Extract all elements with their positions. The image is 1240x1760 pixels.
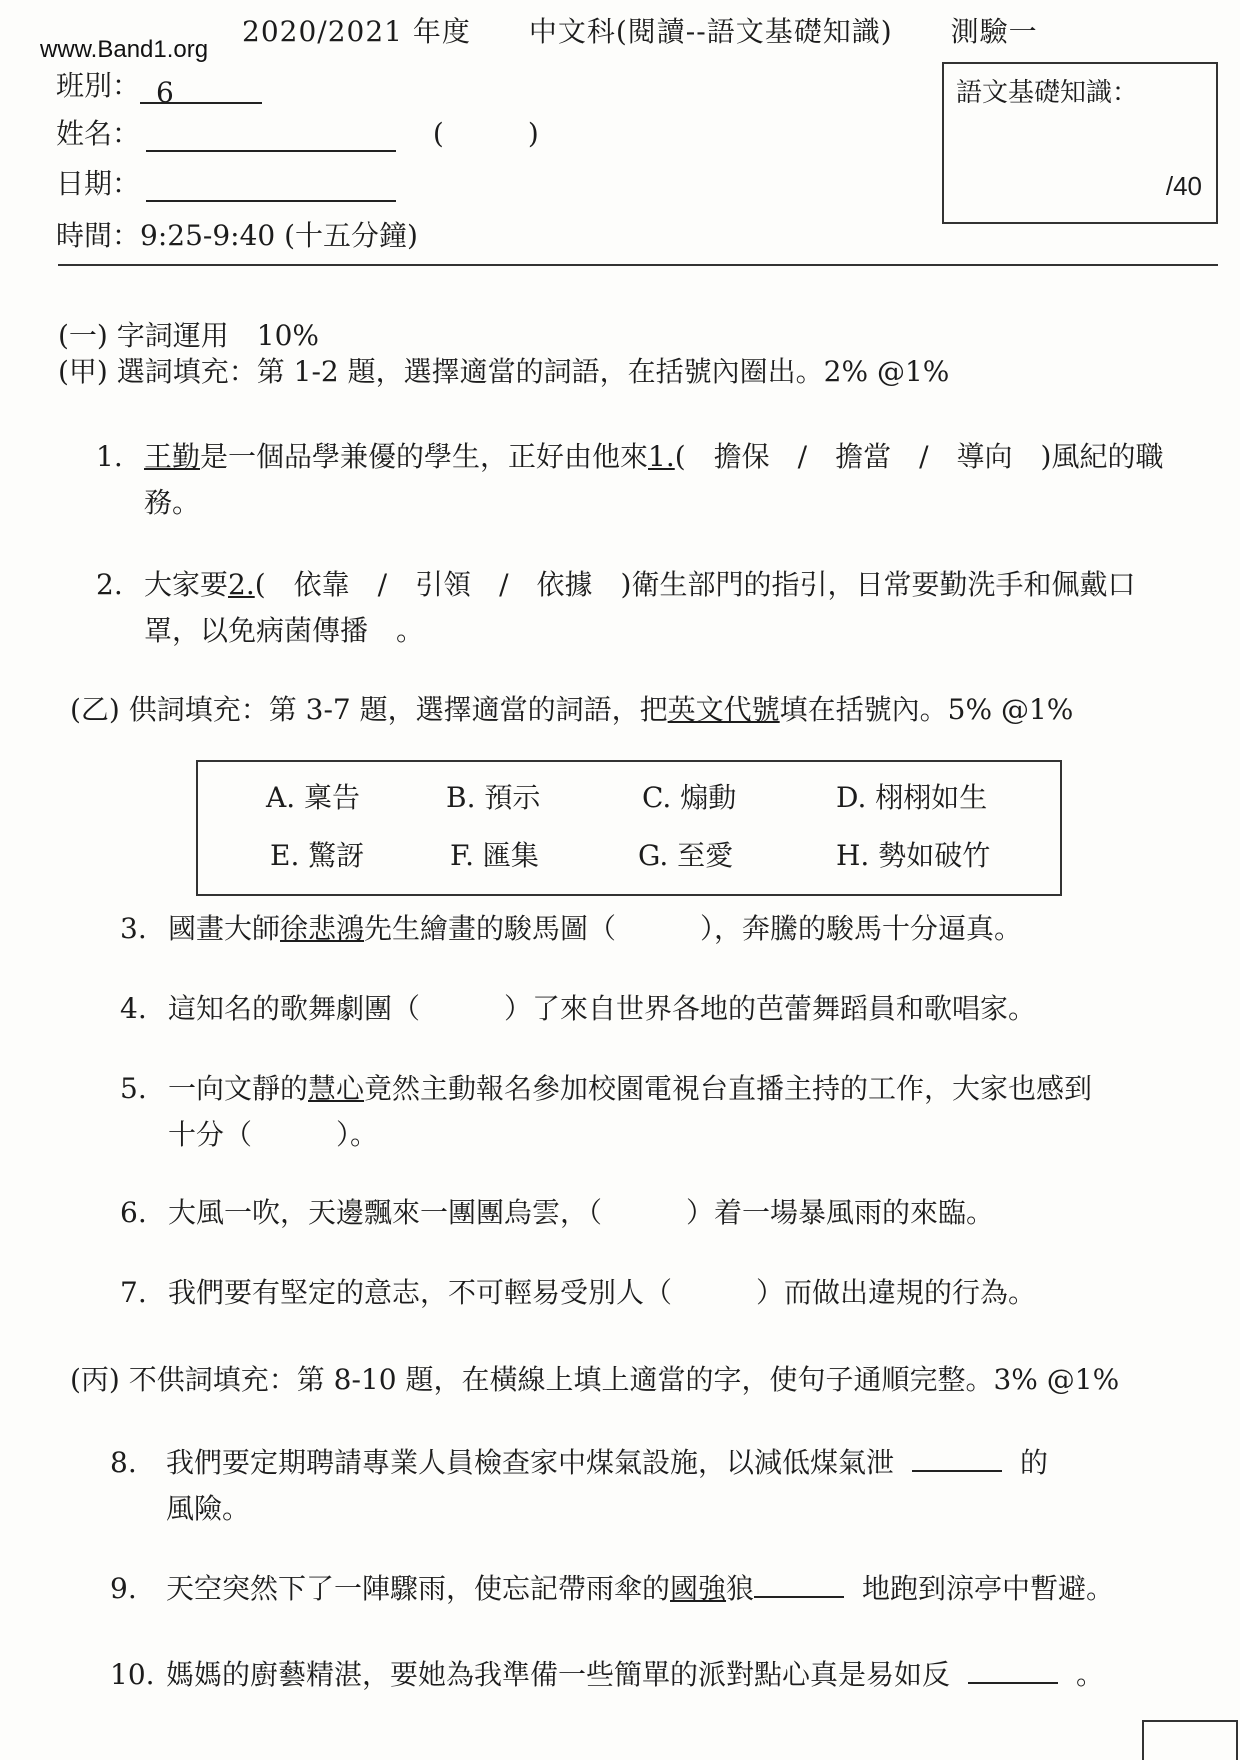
q9-name: 國強 [670,1572,727,1605]
section-title: (一) 字詞運用 10% [58,319,319,352]
q5-name: 慧心 [308,1072,365,1105]
q6-number: 6. [120,1196,147,1229]
score-label: 語文基礎知識： [956,78,1139,108]
q9-text: 天空突然下了一陣驟雨，使忘記帶雨傘的 [166,1572,671,1605]
q1-text-end: 風紀的職 [1051,440,1164,473]
option-c: C. 煽動 [642,781,737,814]
part-a-instruction: (甲) 選詞填充：第 1-2 題，選擇適當的詞語，在括號內圈出。2% @1% [58,355,950,388]
q1-line2: 務。 [144,486,201,519]
q7-number: 7. [120,1276,147,1309]
q1-number: 1. [96,440,123,473]
q8-blank[interactable] [912,1444,1002,1472]
q2-label: 2. [228,568,255,601]
option-e: E. 驚訝 [270,839,365,872]
time-label: 時間：9:25-9:40 (十五分鐘) [56,219,418,252]
q5-number: 5. [120,1072,147,1105]
q1-name: 王勤 [144,440,201,473]
question-5 [120,1066,1092,1158]
q9-text-end: 地跑到涼亭中暫避。 [862,1572,1115,1605]
name-field[interactable] [146,122,396,152]
q1-text: 是一個品學兼優的學生，正好由他來 [200,440,649,473]
q10-number: 10. [110,1658,155,1691]
class-field[interactable] [140,76,262,109]
corner-score-box [1142,1720,1238,1760]
q5-line2[interactable]: 十分（ ）。 [168,1118,379,1151]
q2-choices[interactable]: ( 依靠 / 引領 / 依據 ) [254,568,632,601]
option-d: D. 栩栩如生 [836,781,988,814]
q9-number: 9. [110,1572,137,1605]
q5-text: 一向文靜的 [168,1072,309,1105]
question-4 [120,986,1036,1032]
page-title: 2020/2021 年度 中文科(閱讀--語文基礎知識) 測驗一 [242,15,1038,48]
date-label: 日期： [56,167,141,200]
question-10 [110,1652,1104,1698]
q1-choices[interactable]: ( 擔保 / 擔當 / 導向 ) [674,440,1052,473]
name-row [56,112,539,152]
q8-text: 我們要定期聘請專業人員檢查家中煤氣設施，以減低煤氣泄 [166,1446,895,1479]
q10-blank[interactable] [968,1656,1058,1684]
q4-number: 4. [120,992,147,1025]
q8-line2: 風險。 [166,1492,251,1525]
q2-text: 大家要 [144,568,229,601]
q10-text-end: 。 [1076,1658,1105,1691]
score-total: /40 [1165,171,1202,201]
name-label: 姓名： [56,117,141,150]
q3-name: 徐悲鴻 [280,912,365,945]
q3-text-end[interactable]: 先生繪畫的駿馬圖（ ），奔騰的駿馬十分逼真。 [364,912,1023,945]
q10-text: 媽媽的廚藝精湛，要她為我準備一些簡單的派對點心真是易如反 [166,1658,951,1691]
question-2 [96,562,1135,654]
q9-text-mid: 狼 [726,1572,755,1605]
q2-line2: 罩，以免病菌傳播 。 [144,614,425,647]
q4-text[interactable]: 這知名的歌舞劇團（ ）了來自世界各地的芭蕾舞蹈員和歌唱家。 [168,992,1037,1025]
q8-text-end: 的 [1020,1446,1049,1479]
date-field[interactable] [146,172,396,202]
option-h: H. 勢如破竹 [836,839,991,872]
question-3 [120,906,1022,952]
option-f: F. 匯集 [450,839,539,872]
part-b-instruction [70,688,1073,728]
question-7 [120,1270,1036,1316]
q7-text[interactable]: 我們要有堅定的意志，不可輕易受別人（ ）而做出違規的行為。 [168,1276,1037,1309]
watermark: www.Band1.org [40,36,209,63]
q5-text-end: 竟然主動報名參加校園電視台直播主持的工作，大家也感到 [364,1072,1093,1105]
question-1 [96,434,1163,526]
part-b-underlined: 英文代號 [667,693,780,726]
word-bank [196,760,1062,896]
question-8 [110,1440,1048,1532]
option-a: A. 稟告 [266,781,361,814]
question-6 [120,1190,994,1236]
part-b-text: (乙) 供詞填充：第 3-7 題，選擇適當的詞語，把 [70,693,668,726]
q3-text: 國畫大師 [168,912,281,945]
part-c-instruction: (丙) 不供詞填充：第 8-10 題，在橫線上填上適當的字，使句子通順完整。3% @1% [70,1363,1120,1396]
question-9 [110,1566,1114,1612]
class-label: 班別： [56,69,141,102]
q3-number: 3. [120,912,147,945]
option-g: G. 至愛 [638,839,734,872]
q1-label: 1. [648,440,675,473]
class-number-paren: ( ) [432,117,539,150]
q2-number: 2. [96,568,123,601]
class-value: 6 [156,76,174,109]
header-divider [58,264,1218,266]
q8-number: 8. [110,1446,137,1479]
q9-blank[interactable] [754,1570,844,1598]
option-b: B. 預示 [446,781,541,814]
date-row [56,162,396,202]
class-row [56,64,262,109]
part-b-text-end: 填在括號內。5% @1% [779,693,1074,726]
q6-text[interactable]: 大風一吹，天邊飄來一團團烏雲，（ ）着一場暴風雨的來臨。 [168,1196,995,1229]
score-box [942,62,1218,224]
q2-text-end: 衛生部門的指引，日常要勤洗手和佩戴口 [631,568,1136,601]
